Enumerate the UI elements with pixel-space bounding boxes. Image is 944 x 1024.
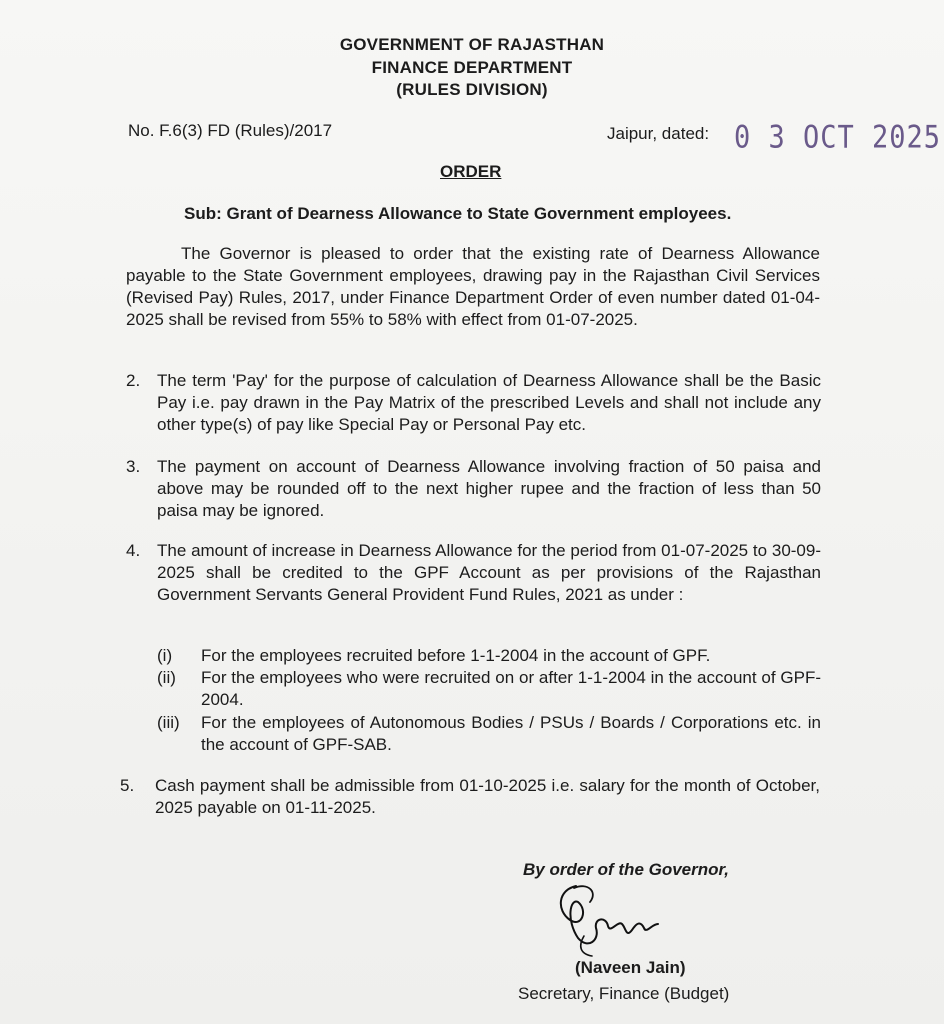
sub-item-i xyxy=(157,645,822,667)
list-item-3 xyxy=(126,456,826,522)
list-item-2 xyxy=(126,370,826,436)
item-number: 3. xyxy=(126,457,141,476)
date-stamp: 0 3 OCT 2025 xyxy=(734,120,942,156)
signatory-designation: Secretary, Finance (Budget) xyxy=(518,984,730,1003)
sub-item-text: For the employees recruited before 1-1-2004 in the account of GPF. xyxy=(201,646,711,665)
item-number: 2. xyxy=(126,371,141,390)
by-order-line: By order of the Governor, xyxy=(523,860,729,879)
subject-line: Sub: Grant of Dearness Allowance to State Government employees. xyxy=(184,204,732,223)
list-item-5 xyxy=(120,775,826,819)
header-government: GOVERNMENT OF RAJASTHAN xyxy=(339,35,605,54)
item-number: 5. xyxy=(120,776,135,795)
signatory-name: (Naveen Jain) xyxy=(575,958,686,977)
header-department: FINANCE DEPARTMENT xyxy=(371,58,573,77)
sub-item-text: For the employees of Autonomous Bodies / PSUs / Boards / Corporations etc. in the account of GPF-SAB. xyxy=(201,713,821,754)
header-division: (RULES DIVISION) xyxy=(396,80,548,99)
intro-text: The Governor is pleased to order that the existing rate of Dearness Allowance payable to the State Government employees, drawing pay in the Rajasthan Civil Services (Revised Pay) Rules, 2017, under Finance Department Order of even number dated 01-04-2025 shall be revised from 55% to 58% with effect from 01-07-2025. xyxy=(126,244,820,329)
item-text: Cash payment shall be admissible from 01-10-2025 i.e. salary for the month of October, 2025 payable on 01-11-2025. xyxy=(155,776,820,817)
item-text: The amount of increase in Dearness Allowance for the period from 01-07-2025 to 30-09-2025 shall be credited to the GPF Account as per provisions of the Rajasthan Government Servants General Provident Fund Rules, 2021 as under : xyxy=(157,541,821,604)
intro-paragraph xyxy=(126,243,820,331)
list-item-4 xyxy=(126,540,826,628)
item-text: The payment on account of Dearness Allowance involving fraction of 50 paisa and above may be rounded off to the next higher rupee and the fraction of less than 50 paisa may be ignored. xyxy=(157,457,821,520)
sub-item-number: (ii) xyxy=(157,668,176,687)
order-heading: ORDER xyxy=(440,162,502,181)
reference-number: No. F.6(3) FD (Rules)/2017 xyxy=(128,121,333,140)
item-text: The term 'Pay' for the purpose of calculation of Dearness Allowance shall be the Basic Pay i.e. pay drawn in the Pay Matrix of the prescribed Levels and shall not include any other type(s) of pay like Special Pay or Personal Pay etc. xyxy=(157,371,821,434)
sub-item-number: (iii) xyxy=(157,713,180,732)
signature-mark xyxy=(548,880,688,960)
item-number: 4. xyxy=(126,541,141,560)
sub-item-iii xyxy=(157,712,822,756)
sub-item-number: (i) xyxy=(157,646,173,665)
sub-item-text: For the employees who were recruited on or after 1-1-2004 in the account of GPF-2004. xyxy=(201,668,821,709)
sub-item-ii xyxy=(157,667,822,711)
dated-label: Jaipur, dated: xyxy=(607,124,710,143)
